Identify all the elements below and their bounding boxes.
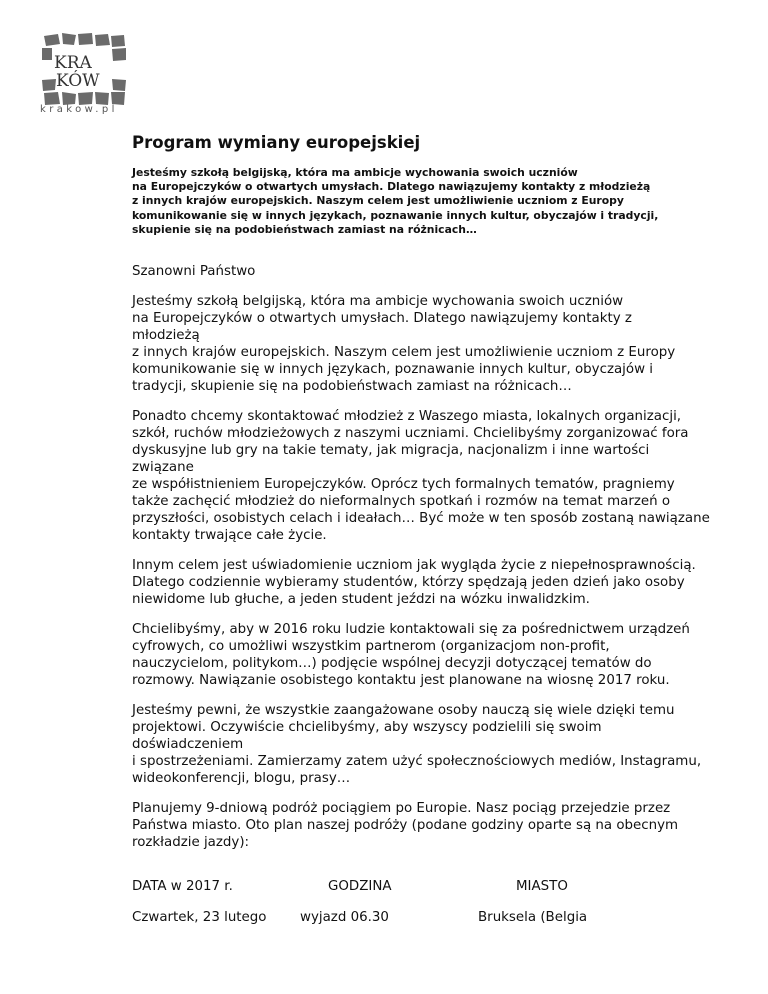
logo-caption: krakow.pl bbox=[40, 104, 118, 115]
logo-text-bottom: KÓW bbox=[56, 71, 100, 91]
header-date: DATA w 2017 r. bbox=[132, 879, 233, 895]
schedule-row bbox=[132, 910, 748, 927]
schedule-header-row bbox=[132, 879, 748, 896]
paragraph-2: Ponadto chcemy skontaktować młodzież z Waszego miasta, lokalnych organizacji, szkół, ruchów młodzieżowych z naszymi uczniami. Chcielibyśmy zorganizować fora dyskusyjne lub gry na takie tematy, jak migracja, nacjonalizm i inne wartości związane ze współistnieniem Europejczyków. Oprócz tych formalnych tematów, pragniemy także zachęcić młodzież do nieformalnych spotkań i rozmów na temat marzeń o przyszłości, osobistych celach i ideałach… Być może w ten sposób zostaną nawiązane kontakty trwające całe życie. bbox=[132, 409, 710, 544]
schedule-table bbox=[132, 879, 748, 927]
header-city: MIASTO bbox=[516, 879, 568, 895]
logo-text-top: KRA bbox=[54, 53, 92, 73]
row-time: wyjazd 06.30 bbox=[300, 910, 389, 926]
paragraph-4: Chcielibyśmy, aby w 2016 roku ludzie kontaktowali się za pośrednictwem urządzeń cyfrowych, co umożliwi wszystkim partnerom (organizacjom non-profit, nauczycielom, politykom…) podjęcie wspólnej decyzji dotyczącej tematów do rozmowy. Nawiązanie osobistego kontaktu jest planowane na wiosnę 2017 roku. bbox=[132, 622, 690, 689]
paragraph-6: Planujemy 9-dniową podróż pociągiem po Europie. Nasz pociąg przejedzie przez Państwa miasto. Oto plan naszej podróży (podane godziny oparte są na obecnym rozkładzie jazdy): bbox=[132, 801, 679, 851]
document-title: Program wymiany europejskiej bbox=[132, 133, 421, 152]
document-body bbox=[132, 130, 748, 927]
intro-summary: Jesteśmy szkołą belgijską, która ma ambicje wychowania swoich uczniów na Europejczyków o otwartych umysłach. Dlatego nawiązujemy kontakty z młodzieżą z innych krajów europejskich. Naszym celem jest umożliwienie uczniom z Europy komunikowanie się w innych językach, poznawanie innych kultur, obyczajów i tradycji, skupienie się na podobieństwach zamiast na różnicach… bbox=[132, 166, 659, 236]
paragraph-5: Jesteśmy pewni, że wszystkie zaangażowane osoby nauczą się wiele dzięki temu projektowi. Oczywiście chcielibyśmy, aby wszyscy podzielili się swoim doświadczeniem i spostrzeżeniami. Zamierzamy zatem użyć społecznościowych mediów, Instagramu, wideokonferencji, blogu, prasy… bbox=[132, 703, 702, 787]
krakow-logo-mark bbox=[38, 30, 130, 110]
row-date: Czwartek, 23 lutego bbox=[132, 910, 267, 926]
paragraph-1: Jesteśmy szkołą belgijską, która ma ambicje wychowania swoich uczniów na Europejczyków o otwartych umysłach. Dlatego nawiązujemy kontakty z młodzieżą z innych krajów europejskich. Naszym celem jest umożliwienie uczniom z Europy komunikowanie się w innych językach, poznawanie innych kultur, obyczajów i tradycji, skupienie się na podobieństwach zamiast na różnicach… bbox=[132, 294, 676, 395]
greeting: Szanowni Państwo bbox=[132, 264, 256, 280]
row-city: Bruksela (Belgia bbox=[478, 910, 588, 926]
header-time: GODZINA bbox=[328, 879, 392, 895]
paragraph-3: Innym celem jest uświadomienie uczniom jak wygląda życie z niepełnosprawnością. Dlatego codziennie wybieramy studentów, którzy spędzają jeden dzień jako osoby niewidome lub głuche, a jeden student jeździ na wózku inwalidzkim. bbox=[132, 558, 696, 608]
